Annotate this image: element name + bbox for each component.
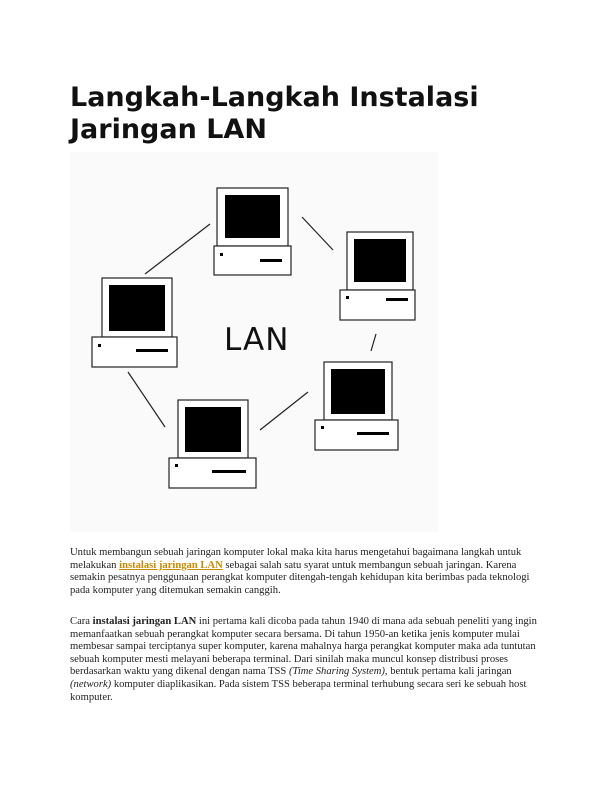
paragraph-2-bold-term: instalasi jaringan LAN [92,616,197,627]
paragraph-2-lead: Cara [70,616,93,627]
paragraph-2-text-c: komputer diaplikasikan. Pada sistem TSS beberapa terminal terhubung secara seri ke sebuah host komputer. [70,678,527,703]
title-line-2: Jaringan LAN [70,114,267,145]
computer-right [340,232,415,320]
paragraph-1-text-b: sebagai salah satu syarat untuk membangun sebuah jaringan. Karena semakin pesatnya penggunaan perangkat komputer ditengah-tengah kehidupan kita berimbas pada teknologi pada komputer yang ditemukan semakin canggih. [70,559,530,596]
link-line-bottom-left [128,372,165,427]
link-line-top-right [302,217,333,250]
paragraph-2-italic-tss: (Time Sharing System) [288,666,385,678]
paragraph-2 [70,616,540,704]
paragraph-2-text-b: , bentuk pertama kali jaringan [384,666,512,678]
computer-top [214,188,291,275]
paragraph-1-text-a: Untuk membangun sebuah jaringan komputer lokal maka kita harus mengetahui bagaimana langkah untuk melakukan [70,547,522,571]
computer-left [92,278,177,367]
link-line-bottom [260,392,308,430]
computer-bottom-right [315,362,398,450]
paragraph-1 [70,547,540,597]
document-title [70,82,540,146]
link-line-top-left [145,224,210,274]
link-line-right [371,334,376,351]
computer-bottom [169,400,256,488]
paragraph-2-text-a: ini pertama kali dicoba pada tahun 1940 di mana ada sebuah peneliti yang ingin memanfaatkan sebuah perangkat komputer secara bersama. Di tahun 1950-an ketika jenis komputer mulai membesar sampai terciptanya super komputer, karena mahalnya harga perangkat komputer maka ada tuntutan sebuah komputer mesti melayani beberapa terminal. Dari sinilah maka muncul konsep distribusi proses berdasarkan waktu yang dikenal dengan nama TSS [70,616,537,678]
title-line-1: Langkah-Langkah Instalasi [70,82,479,113]
lan-diagram [70,152,438,532]
paragraph-2-italic-network: (network) [70,678,112,690]
instalasi-jaringan-lan-link[interactable]: instalasi jaringan LAN [119,559,223,571]
lan-center-label: LAN [224,322,290,358]
